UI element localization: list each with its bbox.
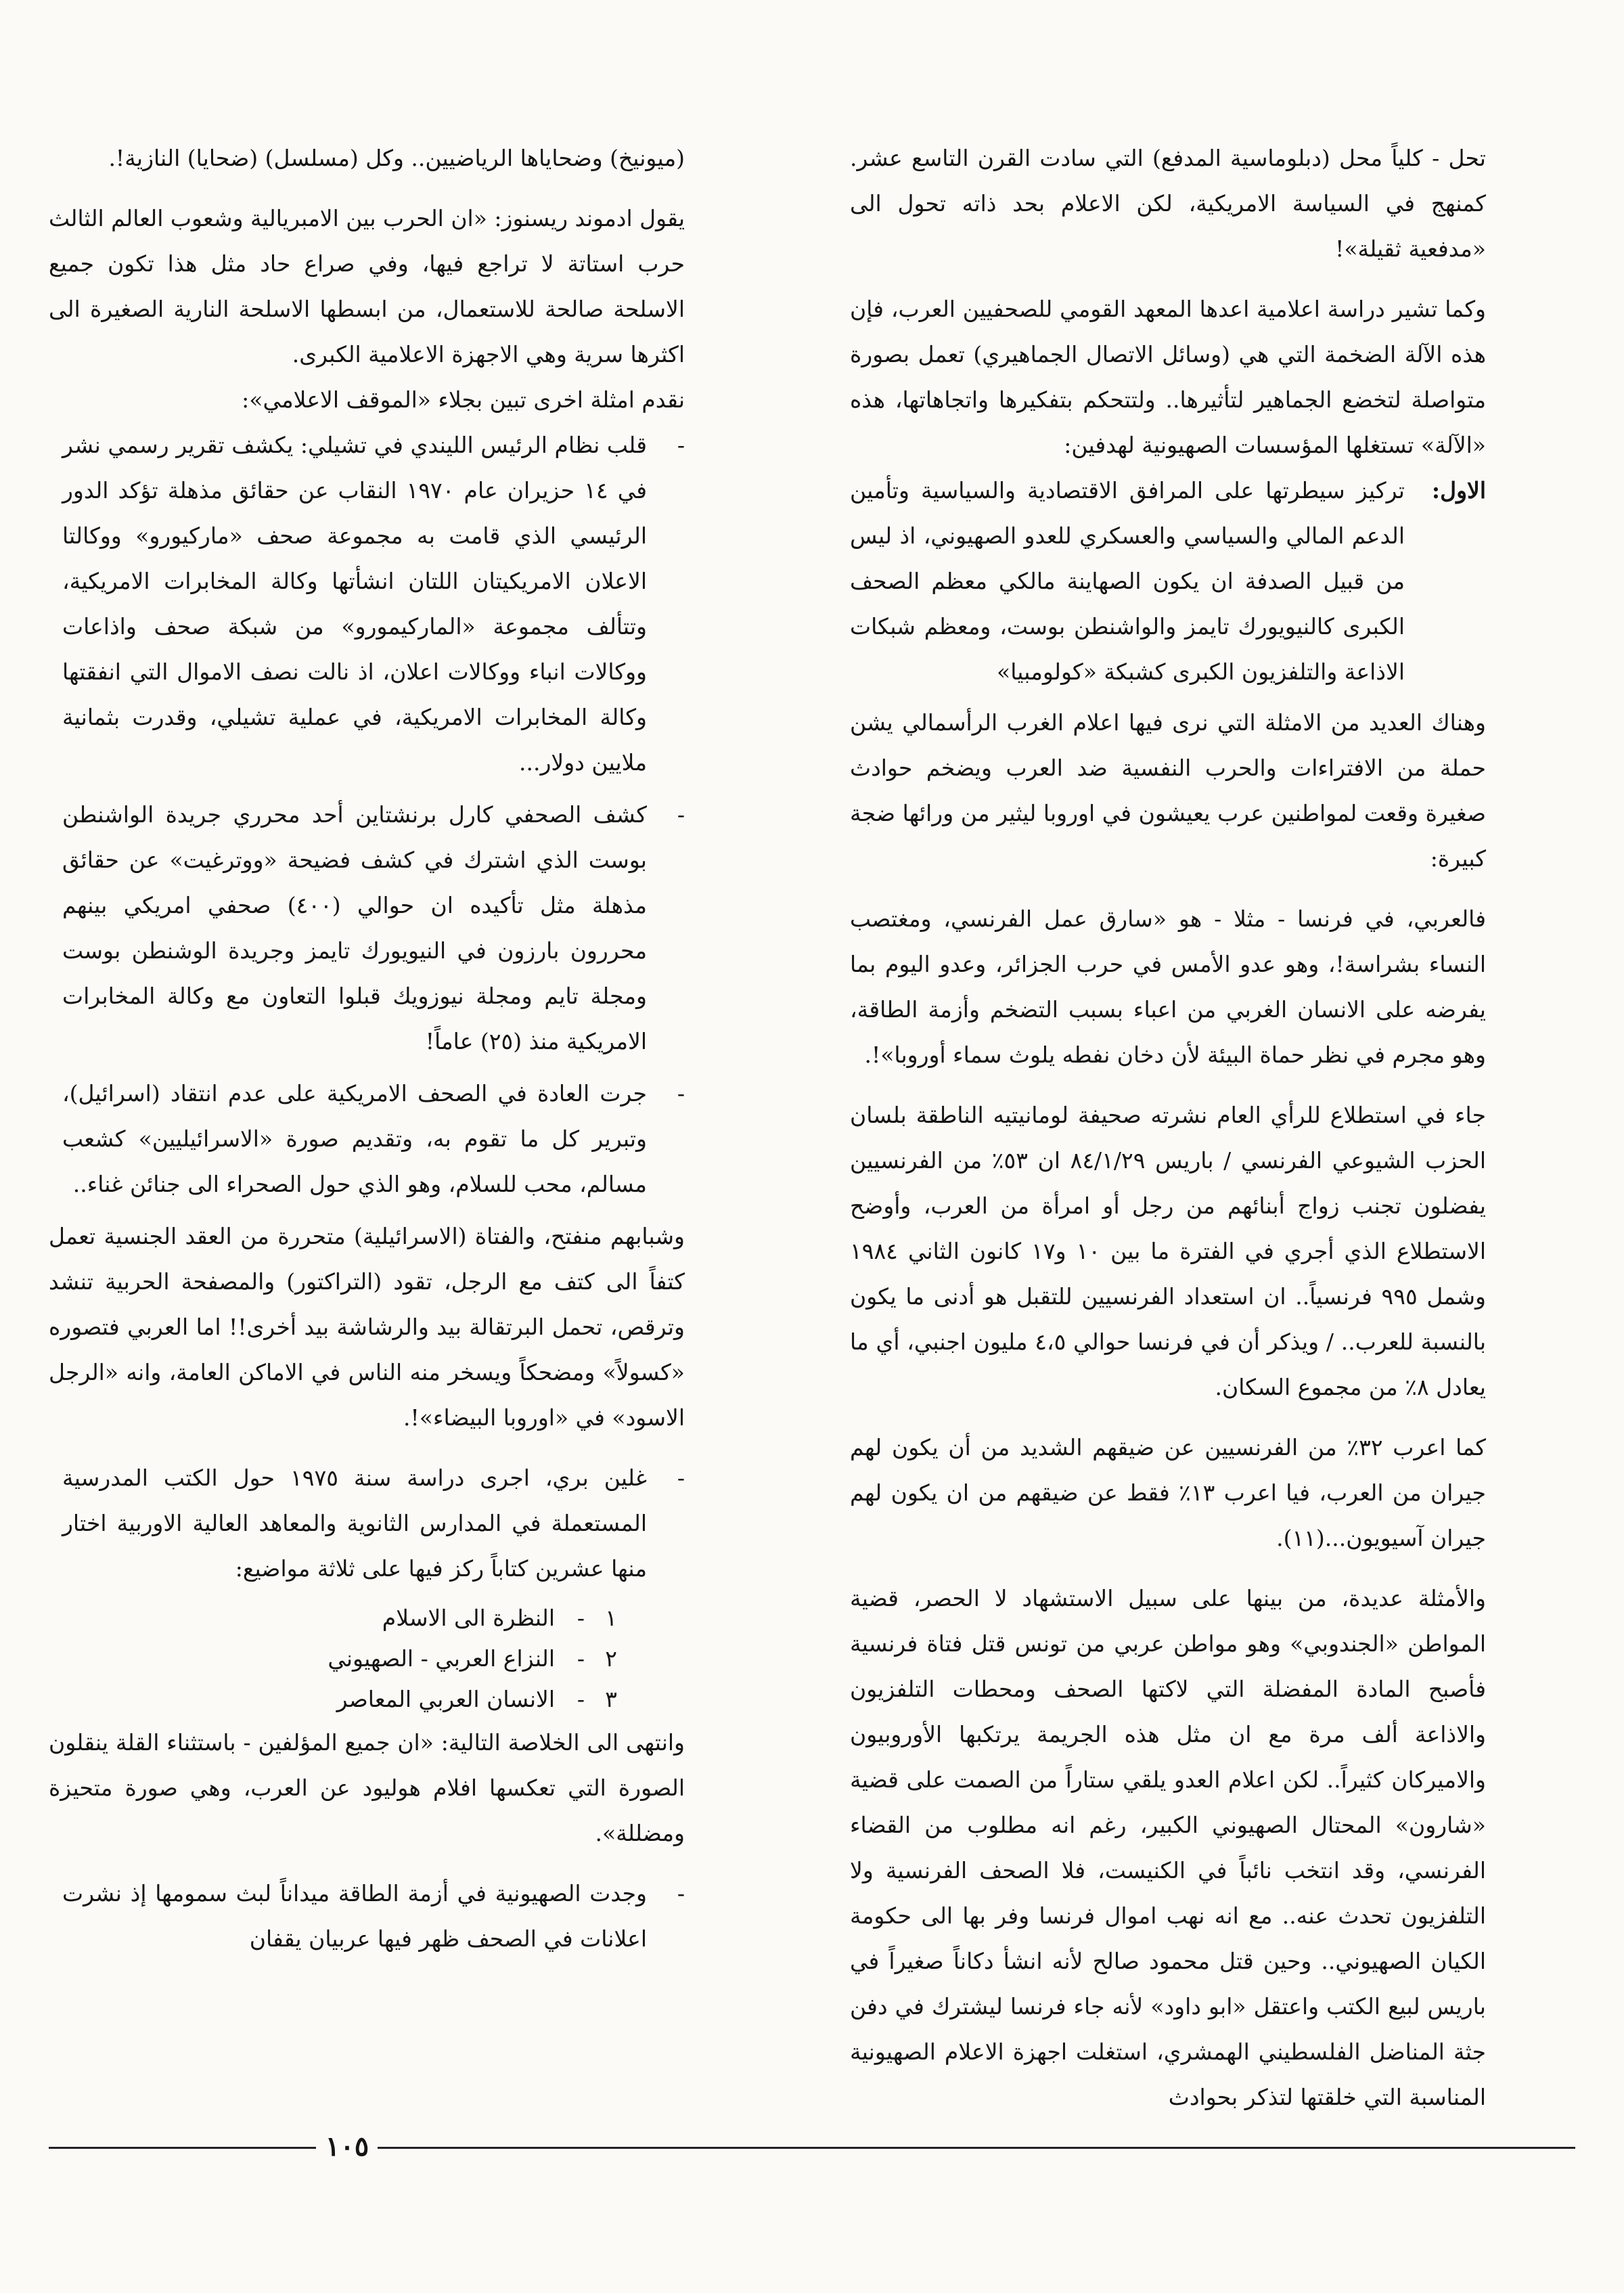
first-goal	[850, 468, 1486, 694]
left-column	[49, 135, 685, 1968]
bullet-item	[49, 1455, 685, 1591]
page-number: ١٠٥	[325, 2131, 369, 2162]
paragraph: جاء في استطلاع للرأي العام نشرته صحيفة لومانيتيه الناطقة بلسان الحزب الشيوعي الفرنسي / باريس ٨٤/١/٢٩ ان ٥٣٪ من الفرنسيين يفضلون تجنب زواج أبنائهم من رجل أو امرأة من العرب، وأوضح الاستطلاع الذي أجري في الفترة ما بين ١٠ و١٧ كانون الثاني ١٩٨٤ وشمل ٩٩٥ فرنسياً.. ان استعداد الفرنسيين للتقبل هو أدنى ما يكون بالنسبة للعرب.. / ويذكر أن في فرنسا حوالي ٤،٥ مليون اجنبي، أي ما يعادل ٨٪ من مجموع السكان.	[850, 1102, 1487, 1400]
bullet-item	[49, 1071, 685, 1207]
paragraph: يقول ادموند ريسنوز: «ان الحرب بين الامبريالية وشعوب العالم الثالث حرب استاتة لا تراجع فيها، وفي صراع حاد مثل هذا تكون جميع الاسلحة صالحة للاستعمال، من ابسطها الاسلحة النارية الصغيرة الى اكثرها سرية وهي الاجهزة الاعلامية الكبرى.	[49, 205, 685, 368]
paragraph: وهناك العديد من الامثلة التي نرى فيها اعلام الغرب الرأسمالي يشن حملة من الافتراءات والحرب النفسية ضد العرب ويضخم حوادث صغيرة وقعت لمواطنين عرب يعيشون في اوروبا ليثير من ورائها ضجة كبيرة:	[850, 709, 1486, 872]
numbered-item	[49, 1679, 685, 1720]
bullet-dash: -	[677, 801, 685, 828]
bullet-item	[49, 422, 685, 785]
paragraph: نقدم امثلة اخرى تبين بجلاء «الموقف الاعلامي»:	[242, 386, 685, 413]
paragraph: وكما تشير دراسة اعلامية اعدها المعهد القومي للصحفيين العرب، فإن هذه الآلة الضخمة التي هي (وسائل الاتصال الجماهيري) تعمل بصورة متواصلة لتخضع الجماهير لتأثيرها.. ولتتحكم بتفكيرها واتجاهاتها، هذه «الآلة» تستغلها المؤسسات الصهيونية لهدفين:	[850, 296, 1486, 458]
footer-rule-right	[378, 2147, 1575, 2149]
bullet-text: قلب نظام الرئيس الليندي في تشيلي: يكشف تقرير رسمي نشر في ١٤ حزيران عام ١٩٧٠ النقاب عن حقائق مذهلة تؤكد الدور الرئيسي الذي قامت به مجموعة صحف «ماركيورو» ووكالتا الاعلان الامريكيتان اللتان انشأتها وكالة المخابرات الامريكية، وتتألف مجموعة «الماركيمورو» من شبكة صحف واذاعات ووكالات انباء ووكالات اعلان، اذ نالت نصف الاموال التي انفقتها وكالة المخابرات الامريكية، في عملية تشيلي، وقدرت بثمانية ملايين دولار...	[62, 432, 647, 776]
bullet-dash: -	[677, 1465, 685, 1491]
first-goal-label: الاول:	[1431, 477, 1486, 504]
footer-rule-left	[49, 2147, 316, 2149]
paragraph: والأمثلة عديدة، من بينها على سبيل الاستشهاد لا الحصر، قضية المواطن «الجندوبي» وهو مواطن عربي من تونس قتل فتاة فرنسية فأصبح المادة المفضلة التي لاكتها الصحف ومحطات التلفزيون والاذاعة ألف مرة مع ان مثل هذه الجريمة يرتكبها الأوروبيون والاميركان كثيراً.. لكن اعلام العدو يلقي ستاراً من الصمت على قضية «شارون» المحتال الصهيوني الكبير، رغم انه مطلوب من القضاء الفرنسي، وقد انتخب نائباً في الكنيست، فلا الصحف الفرنسية ولا التلفزيون تحدث عنه.. مع انه نهب اموال فرنسا وفر بها الى حكومة الكيان الصهيوني.. وحين قتل محمود صالح لأنه انشأ دكاناً صغيراً في باريس لبيع الكتب واعتقل «ابو داود» لأنه جاء فرنسا ليشترك في دفن جثة المناضل الفلسطيني الهمشري، استغلت اجهزة الاعلام الصهيونية المناسبة التي خلقتها لتذكر بحوادث	[850, 1585, 1486, 2110]
item-dash: -	[577, 1645, 585, 1672]
item-number: ١	[605, 1605, 617, 1631]
bullet-item	[49, 792, 685, 1064]
paragraph: فالعربي، في فرنسا - مثلا - هو «سارق عمل الفرنسي، ومغتصب النساء بشراسة!، وهو عدو الأمس في حرب الجزائر، وعدو اليوم بما يفرضه على الانسان الغربي من اعباء بسبب التضخم وأزمة الطاقة، وهو مجرم في نظر حماة البيئة لأن دخان نفطه يلوث سماء أوروبا»!.	[850, 906, 1486, 1068]
item-dash: -	[577, 1686, 585, 1712]
paragraph: تحل - كلياً محل (دبلوماسية المدفع) التي سادت القرن التاسع عشر. كمنهج في السياسة الامريكية، لكن الاعلام بحد ذاته تحول الى «مدفعية ثقيلة»!	[850, 145, 1486, 262]
bullet-text: جرت العادة في الصحف الامريكية على عدم انتقاد (اسرائيل)، وتبرير كل ما تقوم به، وتقديم صورة «الاسرائيليين» كشعب مسالم، محب للسلام، وهو الذي حول الصحراء الى جنائن غناء..	[62, 1080, 647, 1197]
paragraph: وشبابهم منفتح، والفتاة (الاسرائيلية) متحررة من العقد الجنسية تعمل كتفاً الى كتف مع الرجل، تقود (التراكتور) والمصفحة الحربية تنشد وترقص، تحمل البرتقالة بيد والرشاشة بيد أخرى!! اما العربي فتصوره «كسولاً» ومضحكاً ويسخر منه الناس في الاماكن العامة، وانه «الرجل الاسود» في «اوروبا البيضاء»!.	[49, 1223, 685, 1431]
item-text: النزاع العربي - الصهيوني	[328, 1645, 555, 1672]
paragraph: كما اعرب ٣٢٪ من الفرنسيين عن ضيقهم الشديد من أن يكون لهم جيران من العرب، فيا اعرب ١٣٪ فقط عن ضيقهم من ان يكون لهم جيران آسيويون...(١١).	[850, 1434, 1486, 1551]
bullet-dash: -	[677, 1080, 685, 1107]
first-goal-text: تركيز سيطرتها على المرافق الاقتصادية والسياسية وتأمين الدعم المالي والسياسي والعسكري للعدو الصهيوني، اذ ليس من قبيل الصدفة ان يكون الصهاينة مالكي معظم الصحف الكبرى كالنيويورك تايمز والواشنطن بوست، ومعظم شبكات الاذاعة والتلفزيون الكبرى كشبكة «كولومبيا»	[850, 477, 1405, 685]
numbered-item	[49, 1639, 685, 1679]
bullet-item	[49, 1871, 685, 1961]
paragraph: وانتهى الى الخلاصة التالية: «ان جميع المؤلفين - باستثناء القلة ينقلون الصورة التي تعكسها افلام هوليود عن العرب، وهي صورة متحيزة ومضللة».	[49, 1729, 685, 1846]
bullet-text: وجدت الصهيونية في أزمة الطاقة ميداناً لبث سمومها إذ نشرت اعلانات في الصحف ظهر فيها عربيان يقفان	[62, 1880, 647, 1952]
bullet-text: كشف الصحفي كارل برنشتاين أحد محرري جريدة الواشنطن بوست الذي اشترك في كشف فضيحة «ووترغيت» عن حقائق مذهلة مثل تأكيده ان حوالي (٤٠٠) صحفي امريكي بينهم محررون بارزون في النيويورك تايمز وجريدة الوشنطن بوست ومجلة تايم ومجلة نيوزويك قبلوا التعاون مع وكالة المخابرات الامريكية منذ (٢٥) عاماً!	[62, 801, 647, 1054]
numbered-item	[49, 1598, 685, 1639]
right-column	[850, 135, 1486, 2135]
item-text: النظرة الى الاسلام	[382, 1605, 555, 1631]
item-number: ٢	[605, 1645, 617, 1672]
bullet-dash: -	[677, 1880, 685, 1907]
item-text: الانسان العربي المعاصر	[336, 1686, 555, 1712]
bullet-dash: -	[677, 432, 685, 458]
item-number: ٣	[605, 1686, 617, 1712]
paragraph: (ميونيخ) وضحاياها الرياضيين.. وكل (مسلسل) (ضحايا) النازية!.	[108, 145, 685, 171]
bullet-text: غلين بري، اجرى دراسة سنة ١٩٧٥ حول الكتب المدرسية المستعملة في المدارس الثانوية والمعاهد العالية الاوربية اختار منها عشرين كتاباً ركز فيها على ثلاثة مواضيع:	[62, 1465, 648, 1582]
item-dash: -	[577, 1605, 585, 1631]
